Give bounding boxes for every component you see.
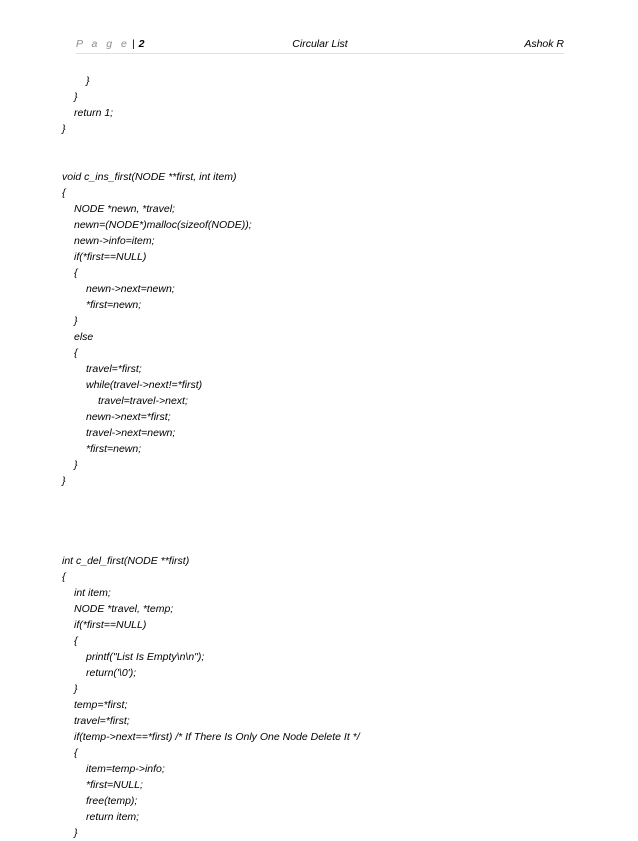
code-line: temp=*first; [74, 699, 128, 711]
code-line: { [74, 635, 78, 647]
document-title: Circular List [292, 38, 348, 50]
code-line: } [74, 827, 78, 839]
code-line: *first=NULL; [86, 779, 143, 791]
code-line: return('\0'); [86, 667, 137, 679]
code-line: if(*first==NULL) [74, 251, 147, 263]
code-line [62, 137, 582, 153]
code-line: newn->next=*first; [86, 411, 171, 423]
code-line: { [62, 187, 66, 199]
code-line: travel=travel->next; [98, 395, 188, 407]
document-author: Ashok R [524, 38, 564, 50]
code-line [62, 521, 582, 537]
code-line: else [74, 331, 94, 343]
code-line: item=temp->info; [86, 763, 165, 775]
code-line: } [74, 683, 78, 695]
code-line: } [74, 91, 78, 103]
page-header [76, 36, 564, 52]
code-line: { [74, 347, 78, 359]
code-line: *first=newn; [86, 299, 142, 311]
page-word: P a g e [76, 38, 130, 50]
code-line: travel->next=newn; [86, 427, 176, 439]
code-line: int c_del_first(NODE **first) [62, 555, 190, 567]
code-line: NODE *newn, *travel; [74, 203, 175, 215]
code-line: return 1; [74, 107, 114, 119]
code-line: while(travel->next!=*first) [86, 379, 203, 391]
code-line: } [62, 123, 66, 135]
code-line: } [86, 75, 90, 87]
code-line: newn->info=item; [74, 235, 155, 247]
code-listing [62, 73, 582, 841]
code-line: void c_ins_first(NODE **first, int item) [62, 171, 237, 183]
code-line: printf("List Is Empty\n\n"); [86, 651, 205, 663]
code-line: *first=newn; [86, 443, 142, 455]
code-line: newn=(NODE*)malloc(sizeof(NODE)); [74, 219, 252, 231]
code-line: return item; [86, 811, 140, 823]
code-line: int item; [74, 587, 111, 599]
code-line: { [74, 747, 78, 759]
code-line: { [74, 267, 78, 279]
code-line: } [62, 475, 66, 487]
code-line: free(temp); [86, 795, 138, 807]
code-line: newn->next=newn; [86, 283, 175, 295]
code-line [62, 505, 582, 521]
code-line: { [62, 571, 66, 583]
page-separator: | [131, 38, 135, 50]
page-number: 2 [138, 38, 145, 50]
code-line: NODE *travel, *temp; [74, 603, 174, 615]
code-line: } [74, 459, 78, 471]
header-divider [76, 53, 564, 54]
code-line [62, 537, 582, 553]
code-line [62, 489, 582, 505]
code-line: travel=*first; [74, 715, 130, 727]
code-line: } [74, 315, 78, 327]
code-line: if(temp->next==*first) /* If There Is Only One Node Delete It */ [74, 731, 360, 743]
code-line: travel=*first; [86, 363, 142, 375]
code-line: if(*first==NULL) [74, 619, 147, 631]
code-line [62, 153, 582, 169]
